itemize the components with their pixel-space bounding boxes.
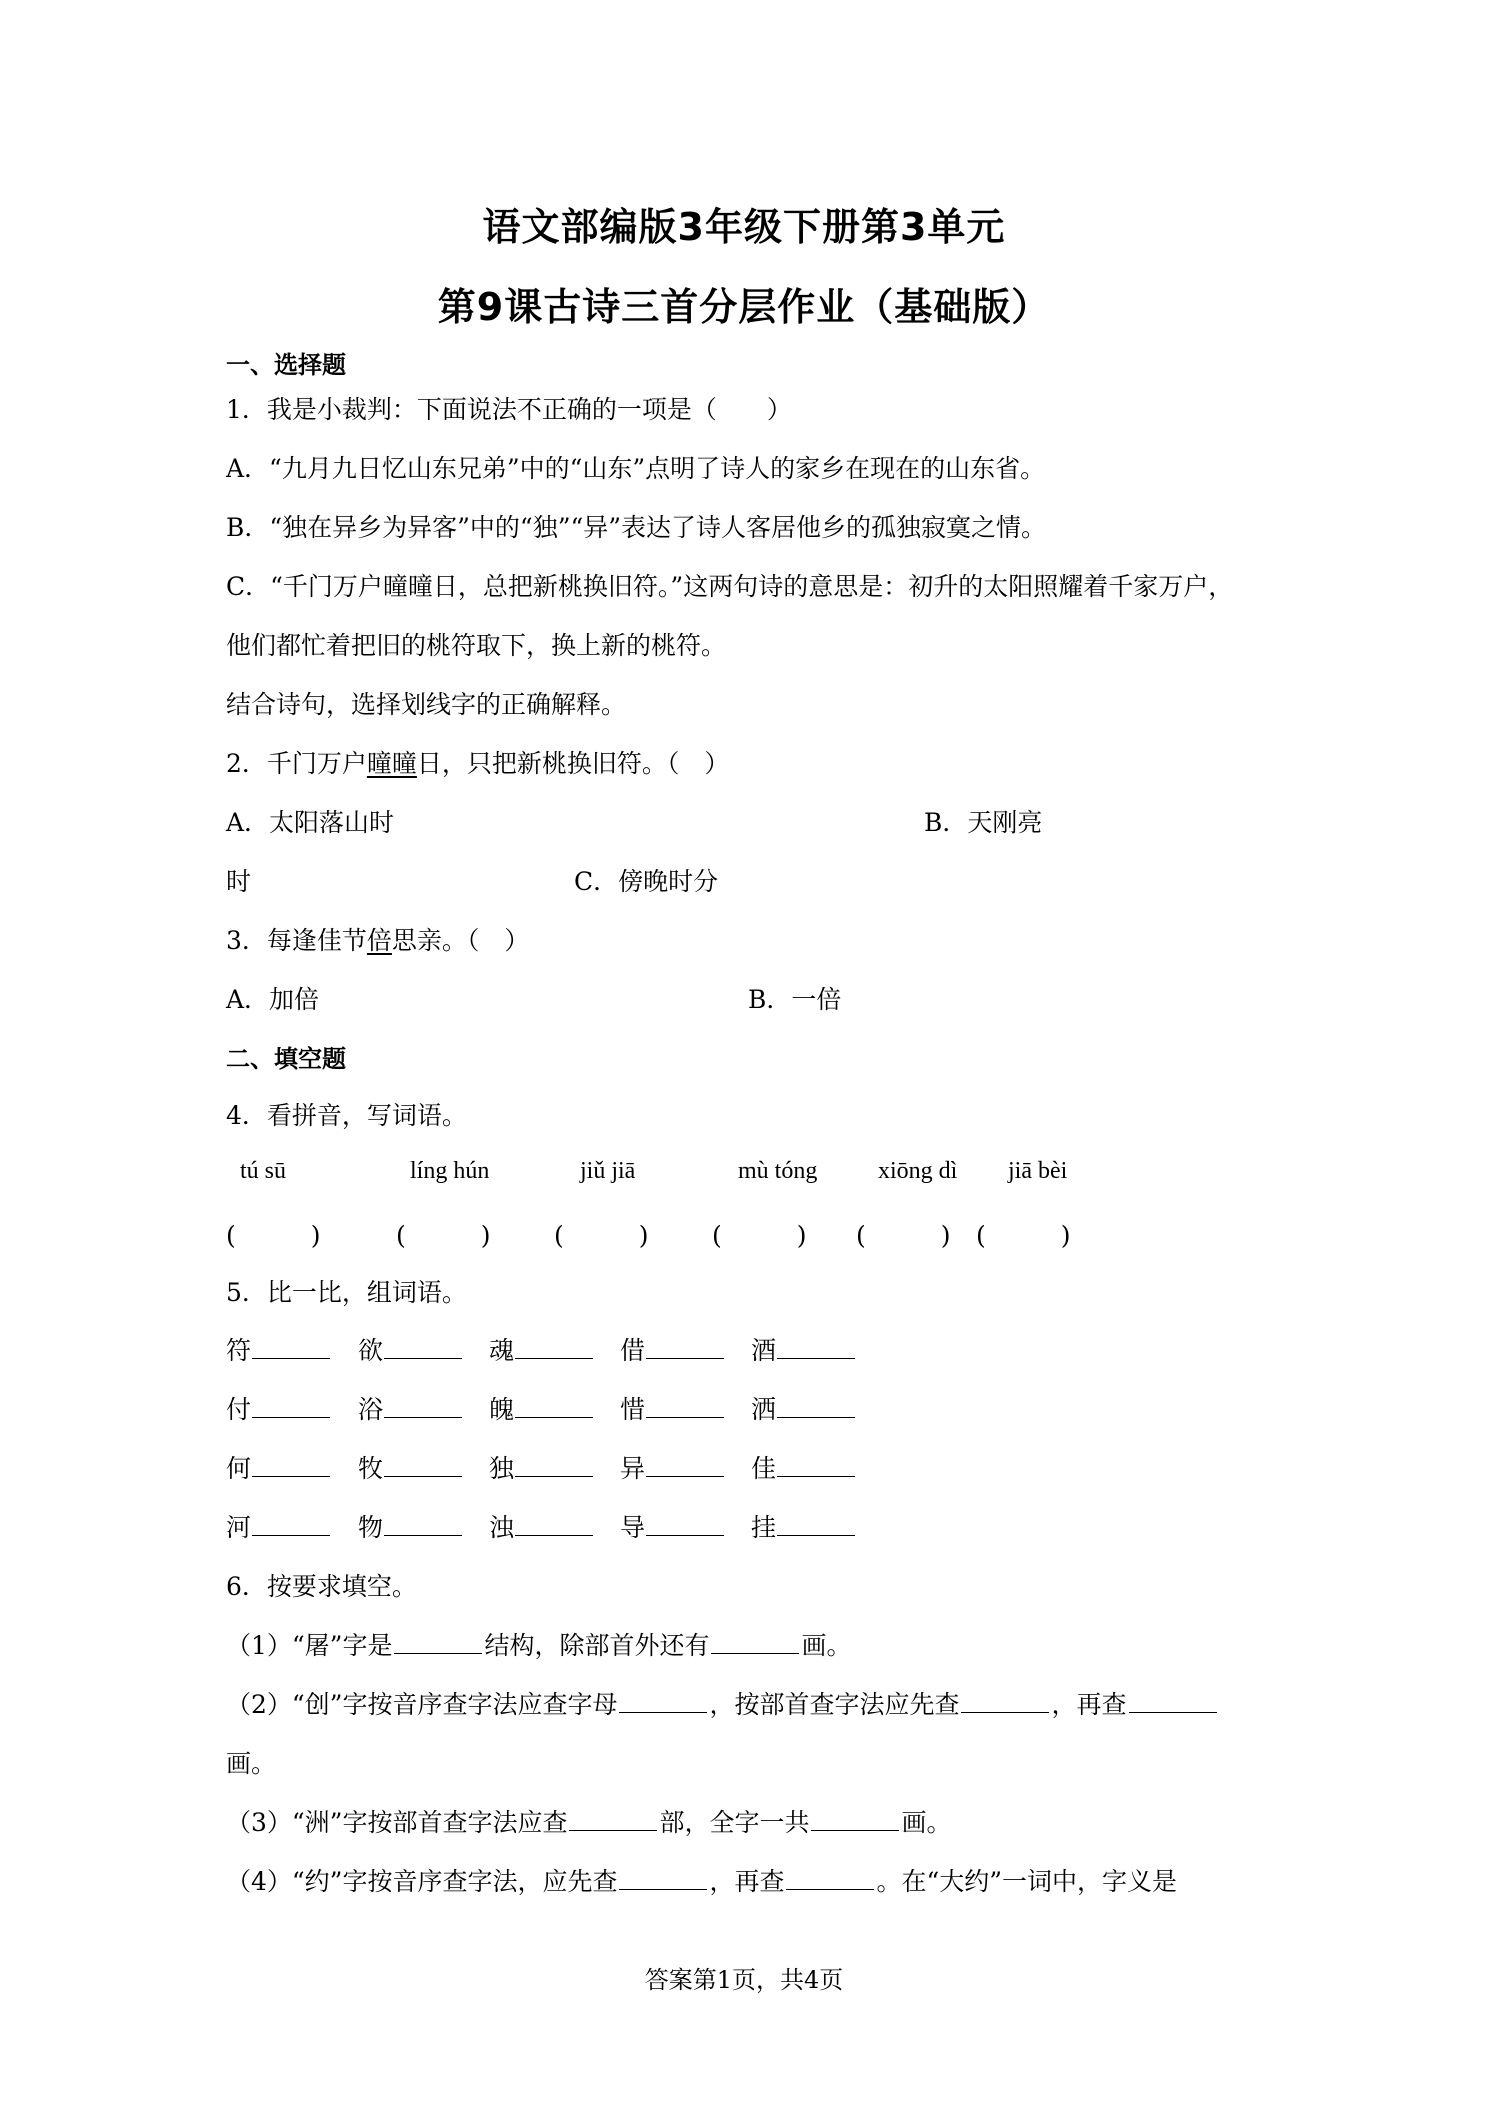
q5-cell	[358, 1508, 462, 1544]
q6-p1-text-a: （1）“屠”字是	[226, 1631, 393, 1660]
q5-blank[interactable]	[515, 1416, 593, 1418]
q5-blank[interactable]	[515, 1534, 593, 1536]
q1-option-c-cont: 他们都忙着把旧的桃符取下，换上新的桃符。	[226, 631, 727, 660]
q6-part-3	[226, 1803, 952, 1839]
q2-option-c: C．傍晚时分	[574, 867, 719, 896]
q5-blank[interactable]	[646, 1475, 724, 1477]
q5-blank[interactable]	[515, 1357, 593, 1359]
q6-p3-text-a: （3）“洲”字按部首查字法应查	[226, 1808, 568, 1837]
q5-cell	[751, 1508, 855, 1544]
q5-blank[interactable]	[646, 1357, 724, 1359]
q3-stem-pre: 3．每逢佳节	[226, 926, 367, 955]
q5-cell	[489, 1390, 593, 1426]
q6-p3-blank-1[interactable]	[569, 1829, 657, 1831]
q2-stem	[226, 744, 729, 780]
q2-option-b-cont: 时	[226, 867, 252, 896]
q5-char: 洒	[751, 1395, 777, 1424]
q4-pinyin-4: mù tóng	[738, 1158, 818, 1184]
q5-cell	[226, 1331, 330, 1367]
q2-option-b: B．天刚亮	[924, 808, 1043, 837]
q5-char: 河	[226, 1513, 252, 1542]
q1-option-a: A．“九月九日忆山东兄弟”中的“山东”点明了诗人的家乡在现在的山东省。	[226, 454, 1046, 483]
q3-option-b: B．一倍	[748, 985, 842, 1014]
q4-answer-box-4[interactable]: ( )	[712, 1221, 807, 1250]
q5-char: 挂	[751, 1513, 777, 1542]
q6-part-1	[226, 1626, 852, 1662]
q5-blank[interactable]	[252, 1475, 330, 1477]
q5-cell	[751, 1331, 855, 1367]
q2-option-a: A．太阳落山时	[226, 808, 395, 837]
q5-char: 魂	[489, 1336, 515, 1365]
q5-stem: 5．比一比，组词语。	[226, 1278, 467, 1307]
q5-char: 异	[620, 1454, 646, 1483]
q4-pinyin-3: jiǔ jiā	[580, 1158, 636, 1184]
q4-answer-box-6[interactable]: ( )	[976, 1221, 1071, 1250]
q6-p4-text-b: ，再查	[709, 1867, 785, 1896]
q2-stem-post: 日，只把新桃换旧符。（ ）	[416, 749, 730, 778]
q5-char: 魄	[489, 1395, 515, 1424]
q5-char: 浴	[358, 1395, 384, 1424]
section-heading-fill: 二、填空题	[226, 1045, 346, 1073]
q5-char: 欲	[358, 1336, 384, 1365]
q5-blank[interactable]	[646, 1534, 724, 1536]
doc-title-line1: 语文部编版3年级下册第3单元	[482, 205, 1006, 249]
q5-blank[interactable]	[777, 1357, 855, 1359]
q5-cell	[358, 1331, 462, 1367]
q1-stem: 1．我是小裁判：下面说法不正确的一项是（ ）	[226, 395, 792, 424]
doc-title-line2: 第9课古诗三首分层作业（基础版）	[437, 285, 1051, 329]
q5-char: 何	[226, 1454, 252, 1483]
q5-cell	[751, 1449, 855, 1485]
q5-char: 惜	[620, 1395, 646, 1424]
q3-stem	[226, 921, 529, 957]
q6-p4-blank-2[interactable]	[786, 1888, 874, 1890]
q5-cell	[620, 1508, 724, 1544]
q5-char: 独	[489, 1454, 515, 1483]
q6-p1-text-b: 结构，除部首外还有	[484, 1631, 710, 1660]
q5-cell	[620, 1331, 724, 1367]
q6-part-2-cont: 画。	[226, 1749, 277, 1778]
q5-cell	[620, 1390, 724, 1426]
q4-answer-box-1[interactable]: ( )	[226, 1221, 321, 1250]
q6-part-4	[226, 1862, 1177, 1898]
q6-p2-blank-2[interactable]	[961, 1711, 1049, 1713]
q3-option-a: A．加倍	[226, 985, 320, 1014]
q6-p3-text-c: 画。	[901, 1808, 952, 1837]
q5-char: 导	[620, 1513, 646, 1542]
q4-pinyin-2: líng hún	[410, 1158, 490, 1184]
page-footer: 答案第1页，共4页	[644, 1966, 844, 1994]
q3-underlined: 倍	[366, 926, 392, 955]
q5-blank[interactable]	[252, 1416, 330, 1418]
q6-part-2	[226, 1685, 1219, 1721]
q4-pinyin-1: tú sū	[240, 1158, 287, 1184]
q5-cell	[751, 1390, 855, 1426]
q6-p4-text-a: （4）“约”字按音序查字法，应先查	[226, 1867, 618, 1896]
q5-blank[interactable]	[384, 1475, 462, 1477]
q5-cell	[226, 1508, 330, 1544]
q1-option-c: C．“千门万户曈曈日，总把新桃换旧符。”这两句诗的意思是：初升的太阳照耀着千家万户，	[226, 572, 1234, 601]
q5-char: 浊	[489, 1513, 515, 1542]
q4-pinyin-5: xiōng dì	[878, 1158, 958, 1184]
q4-pinyin-6: jiā bèi	[1008, 1158, 1068, 1184]
q5-char: 佳	[751, 1454, 777, 1483]
q2-stem-pre: 2．千门万户	[226, 749, 367, 778]
q6-p1-blank-1[interactable]	[394, 1652, 482, 1654]
q6-p2-text-c: ，再查	[1051, 1690, 1127, 1719]
q1-option-b: B．“独在异乡为异客”中的“独”“异”表达了诗人客居他乡的孤独寂寞之情。	[226, 513, 1047, 542]
q4-answer-box-2[interactable]: ( )	[396, 1221, 491, 1250]
q6-p2-text-a: （2）“创”字按音序查字法应查字母	[226, 1690, 618, 1719]
q5-char: 符	[226, 1336, 252, 1365]
q5-char: 牧	[358, 1454, 384, 1483]
q6-p3-blank-2[interactable]	[811, 1829, 899, 1831]
q5-cell	[226, 1449, 330, 1485]
q4-answer-box-5[interactable]: ( )	[856, 1221, 951, 1250]
q6-p1-blank-2[interactable]	[711, 1652, 799, 1654]
q6-p2-blank-1[interactable]	[619, 1711, 707, 1713]
q5-char: 借	[620, 1336, 646, 1365]
q5-blank[interactable]	[252, 1534, 330, 1536]
q5-blank[interactable]	[777, 1416, 855, 1418]
q5-cell	[620, 1449, 724, 1485]
q5-blank[interactable]	[515, 1475, 593, 1477]
q3-stem-post: 思亲。（ ）	[391, 926, 530, 955]
q5-blank[interactable]	[777, 1534, 855, 1536]
q5-blank[interactable]	[252, 1357, 330, 1359]
q6-p3-text-b: 部，全字一共	[659, 1808, 810, 1837]
q5-cell	[358, 1449, 462, 1485]
q6-p4-text-c: 。在“大约”一词中，字义是	[876, 1867, 1178, 1896]
q5-blank[interactable]	[384, 1357, 462, 1359]
q5-blank[interactable]	[384, 1534, 462, 1536]
q5-blank[interactable]	[777, 1475, 855, 1477]
q5-cell	[226, 1390, 330, 1426]
q5-cell	[489, 1331, 593, 1367]
q6-p2-blank-3[interactable]	[1129, 1711, 1217, 1713]
q4-stem: 4．看拼音，写词语。	[226, 1101, 467, 1130]
q5-cell	[489, 1449, 593, 1485]
q6-stem: 6．按要求填空。	[226, 1572, 417, 1601]
q6-p1-text-c: 画。	[801, 1631, 852, 1660]
q5-blank[interactable]	[384, 1416, 462, 1418]
q5-char: 酒	[751, 1336, 777, 1365]
section-heading-choice: 一、选择题	[226, 351, 346, 379]
q5-cell	[489, 1508, 593, 1544]
q5-cell	[358, 1390, 462, 1426]
q5-blank[interactable]	[646, 1416, 724, 1418]
q6-p4-blank-1[interactable]	[619, 1888, 707, 1890]
q6-p2-text-b: ，按部首查字法应先查	[709, 1690, 960, 1719]
instruction: 结合诗句，选择划线字的正确解释。	[226, 690, 627, 719]
q4-answer-box-3[interactable]: ( )	[554, 1221, 649, 1250]
q5-char: 付	[226, 1395, 252, 1424]
q5-char: 物	[358, 1513, 384, 1542]
q2-underlined: 曈曈	[366, 749, 417, 778]
